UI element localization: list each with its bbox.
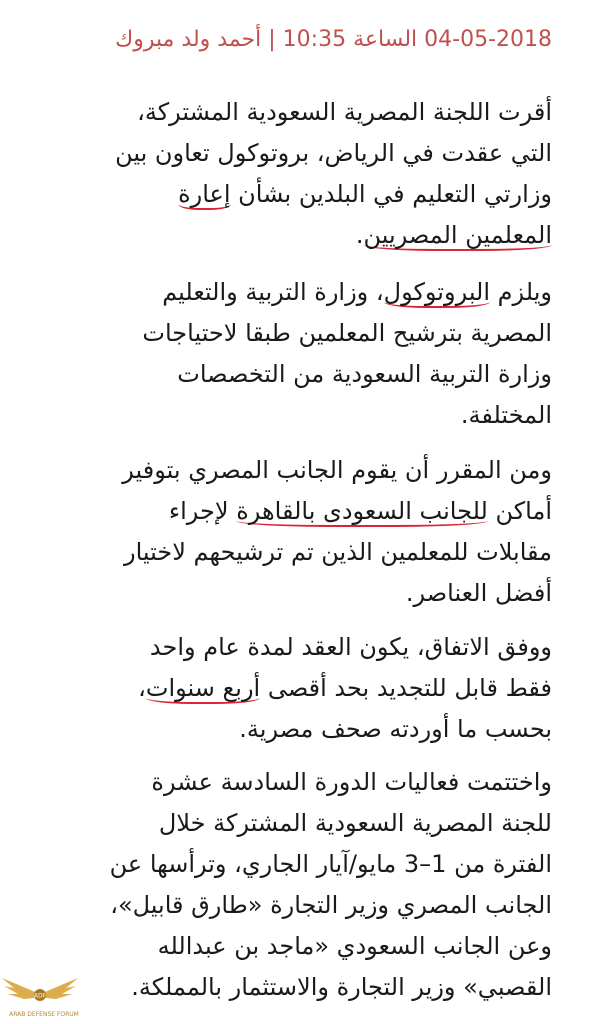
- highlighted-phrase: إعارة: [178, 180, 231, 208]
- paragraph-4: [14, 627, 552, 750]
- text-line: للجنة المصرية السعودية المشتركة خلال: [158, 809, 552, 837]
- text-line: ووفق الاتفاق، يكون العقد لمدة عام واحد: [149, 633, 552, 661]
- paragraph-2: [14, 272, 552, 436]
- text-line: وزارة التربية السعودية من التخصصات: [177, 360, 552, 388]
- eagle-emblem-icon: [0, 974, 80, 1008]
- text-line: المختلفة.: [460, 401, 552, 429]
- paragraph-5: [14, 762, 552, 1008]
- text-line: وعن الجانب السعودي «ماجد بن عبدالله: [157, 932, 552, 960]
- highlighted-phrase: البروتوكول: [383, 278, 491, 306]
- text-line: أفضل العناصر.: [405, 579, 552, 607]
- text-line: أماكن للجانب السعودى بالقاهرة لإجراء: [168, 497, 552, 525]
- text-line: أقرت اللجنة المصرية السعودية المشتركة،: [137, 98, 552, 126]
- text-line: التي عقدت في الرياض، بروتوكول تعاون بين: [115, 139, 552, 167]
- highlighted-phrase: للجانب السعودى بالقاهرة: [236, 497, 488, 525]
- text-line: ويلزم البروتوكول، وزارة التربية والتعليم: [162, 278, 552, 306]
- paragraph-1: [14, 92, 552, 256]
- text-line: بحسب ما أوردته صحف مصرية.: [239, 715, 552, 743]
- text-line: فقط قابل للتجديد بحد أقصى أربع سنوات،: [138, 674, 552, 702]
- text-line: ومن المقرر أن يقوم الجانب المصري بتوفير: [122, 456, 552, 484]
- text-line: القصبي» وزير التجارة والاستثمار بالمملكة.: [131, 973, 552, 1001]
- text-line: مقابلات للمعلمين الذين تم ترشيحهم لاختيار: [124, 538, 552, 566]
- text-line: الجانب المصري وزير التجارة «طارق قابيل»،: [110, 891, 552, 919]
- forum-watermark-logo: [0, 974, 82, 1018]
- paragraph-3: [14, 450, 552, 614]
- article-meta: 04-05-2018 الساعة 10:35 | أحمد ولد مبروك: [115, 27, 552, 52]
- text-line: المعلمين المصريين.: [355, 221, 552, 249]
- text-line: وزارتي التعليم في البلدين بشأن إعارة: [178, 180, 552, 208]
- highlighted-phrase: المعلمين المصريين: [363, 221, 552, 249]
- text-line: المصرية بترشيح المعلمين طبقا لاحتياجات: [142, 319, 552, 347]
- text-line: واختتمت فعاليات الدورة السادسة عشرة: [151, 768, 552, 796]
- forum-name: ARAB DEFENSE FORUM: [9, 1011, 79, 1018]
- svg-text:ADF: ADF: [33, 992, 47, 1000]
- highlighted-phrase: أربع سنوات: [145, 674, 261, 702]
- text-line: الفترة من 1–3 مايو/آيار الجاري، وترأسها عن: [109, 850, 552, 878]
